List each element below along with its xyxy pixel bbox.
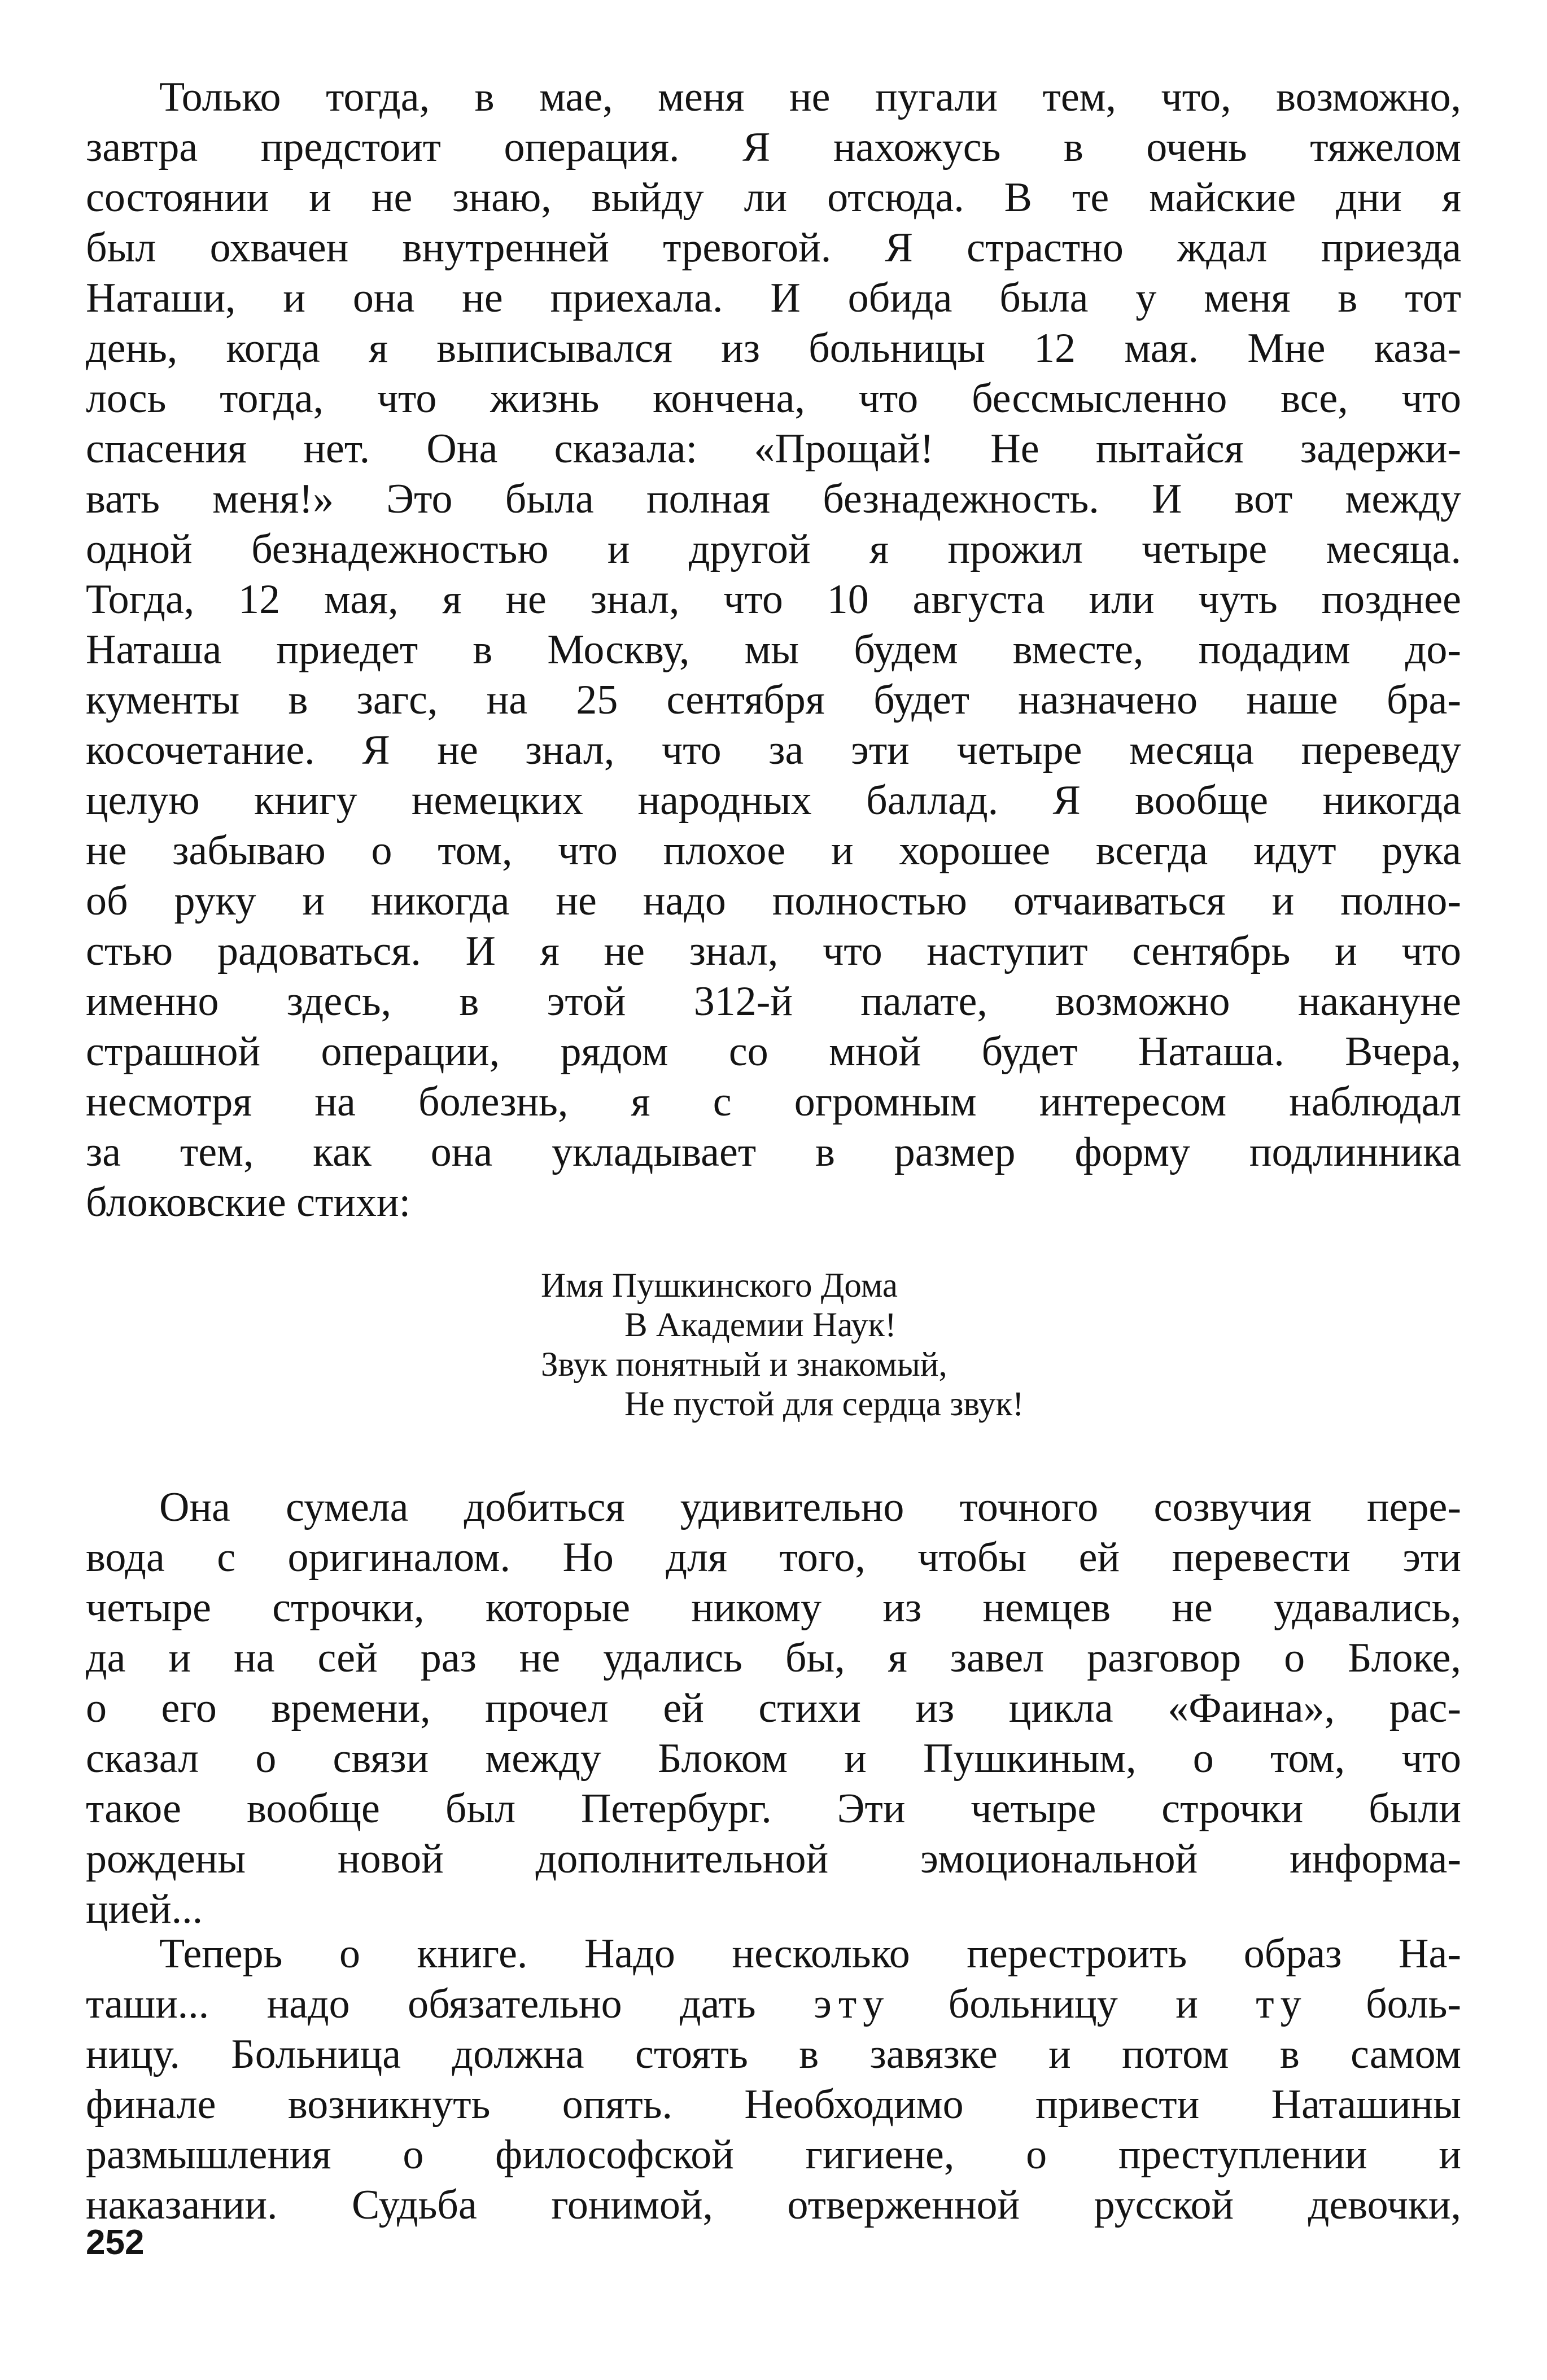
text-line: такое вообще был Петербург. Эти четыре строчки были <box>86 1786 1461 1832</box>
text-line: блоковские стихи: <box>86 1179 411 1226</box>
text-line: завтра предстоит операция. Я нахожусь в очень тяжелом <box>86 124 1461 170</box>
text-line: об руку и никогда не надо полностью отчаиваться и полно- <box>86 878 1461 924</box>
emphasis-word: ту <box>1256 1981 1308 2027</box>
paragraph-3 <box>86 1929 1461 2230</box>
text-line: Наташи, и она не приехала. И обида была у меня в тот <box>86 275 1461 321</box>
text-line: лось тогда, что жизнь кончена, что бессмысленно все, что <box>86 375 1461 422</box>
text-line: рождены новой дополнительной эмоциональной информа- <box>86 1836 1461 1882</box>
text-line: косочетание. Я не знал, что за эти четыре месяца переведу <box>86 727 1461 773</box>
text-line: одной безнадежностью и другой я прожил четыре месяца. <box>86 526 1461 572</box>
paragraph-2 <box>86 1482 1461 1935</box>
poem-quote <box>541 1266 1024 1424</box>
text-line: спасения нет. Она сказала: «Прощай! Не пытайся задержи- <box>86 426 1461 472</box>
text-line: стью радоваться. И я не знал, что наступит сентябрь и что <box>86 928 1461 974</box>
text-line: о его времени, прочел ей стихи из цикла «Фаина», рас- <box>86 1685 1461 1731</box>
text-line: целую книгу немецких народных баллад. Я вообще никогда <box>86 777 1461 824</box>
text-line: четыре строчки, которые никому из немцев не удавались, <box>86 1585 1461 1631</box>
text-line: сказал о связи между Блоком и Пушкиным, о том, что <box>86 1735 1461 1782</box>
text-line: вать меня!» Это была полная безнадежность. И вот между <box>86 476 1461 522</box>
poem-line: Звук понятный и знакомый, <box>541 1346 947 1384</box>
text-line: Тогда, 12 мая, я не знал, что 10 августа или чуть позднее <box>86 576 1461 623</box>
poem-line: В Академии Наук! <box>624 1306 897 1344</box>
text-segment: больницу и <box>948 1981 1198 2027</box>
text-line: именно здесь, в этой 312-й палате, возможно накануне <box>86 978 1461 1025</box>
text-line: за тем, как она укладывает в размер форму подлинника <box>86 1129 1461 1175</box>
text-line: кументы в загс, на 25 сентября будет назначено наше бра- <box>86 677 1461 723</box>
text-line-with-emphasis <box>86 1979 1461 2029</box>
text-line: наказании. Судьба гонимой, отверженной русской девочки, <box>86 2182 1461 2228</box>
text-line: несмотря на болезнь, я с огромным интересом наблюдал <box>86 1079 1461 1125</box>
text-segment: таши... надо обязательно дать <box>86 1981 756 2027</box>
text-line: не забываю о том, что плохое и хорошее всегда идут рука <box>86 828 1461 874</box>
text-line: Только тогда, в мае, меня не пугали тем, что, возможно, <box>159 74 1461 120</box>
text-line: состоянии и не знаю, выйду ли отсюда. В те майские дни я <box>86 174 1461 221</box>
text-line: финале возникнуть опять. Необходимо привести Наташины <box>86 2081 1461 2128</box>
text-line: цией... <box>86 1886 203 1932</box>
text-segment: боль- <box>1366 1981 1462 2027</box>
paragraph-1 <box>86 72 1461 1228</box>
text-line: Теперь о книге. Надо несколько перестроить образ На- <box>159 1931 1461 1977</box>
text-line: страшной операции, рядом со мной будет Наташа. Вчера, <box>86 1029 1461 1075</box>
poem-line: Имя Пушкинского Дома <box>541 1267 898 1305</box>
text-line: Она сумела добиться удивительно точного созвучия пере- <box>159 1484 1461 1530</box>
page-number: 252 <box>86 2223 145 2262</box>
text-line: вода с оригиналом. Но для того, чтобы ей перевести эти <box>86 1534 1461 1581</box>
emphasis-word: эту <box>814 1981 891 2027</box>
text-line: ницу. Больница должна стоять в завязке и потом в самом <box>86 2031 1461 2077</box>
text-line: день, когда я выписывался из больницы 12 мая. Мне каза- <box>86 325 1461 371</box>
text-line: Наташа приедет в Москву, мы будем вместе, подадим до- <box>86 627 1461 673</box>
text-line: размышления о философской гигиене, о преступлении и <box>86 2132 1461 2178</box>
text-line: был охвачен внутренней тревогой. Я страстно ждал приезда <box>86 225 1461 271</box>
poem-line: Не пустой для сердца звук! <box>624 1385 1024 1423</box>
text-line: да и на сей раз не удались бы, я завел разговор о Блоке, <box>86 1635 1461 1681</box>
